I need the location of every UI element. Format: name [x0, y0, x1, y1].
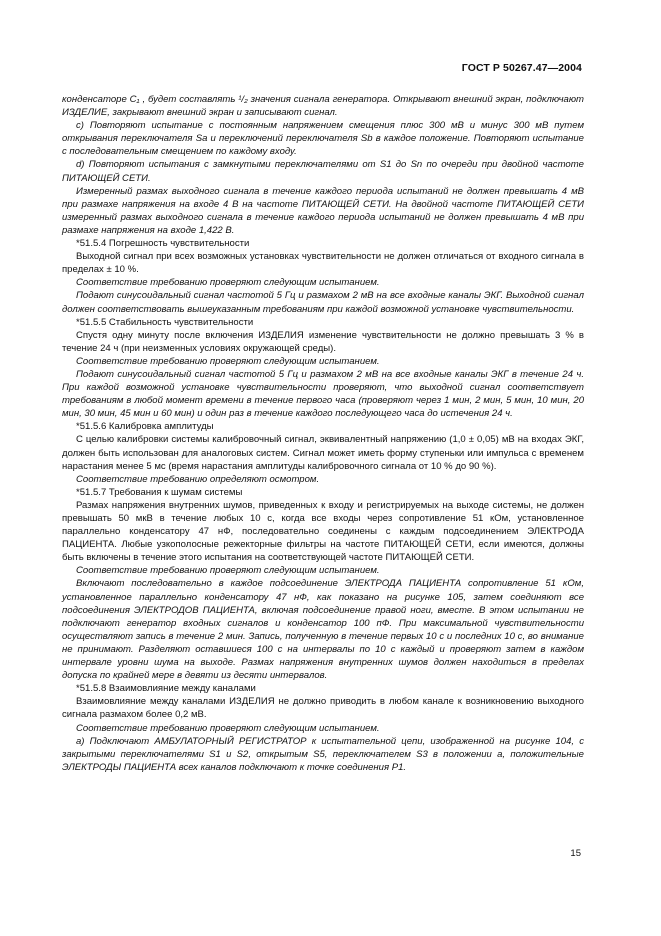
- paragraph: *51.5.8 Взаимовлияние между каналами: [76, 683, 256, 695]
- paragraph: Соответствие требованию проверяют следующим испытанием.: [76, 565, 380, 577]
- paragraph: Измеренный размах выходного сигнала в течение каждого периода испытаний не должен превышать 4 мВ при размахе напряжения на входе 4 В на частоте ПИТАЮЩЕЙ СЕТИ. На двойной частоте ПИТАЮЩЕЙ СЕТИ измеренный размах выходного сигнала в течение каждого периода испытаний не должен превышать 4 мВ при размахе напряжения на входе 1,422 В.: [62, 185, 584, 236]
- paragraph: Взаимовлияние между каналами ИЗДЕЛИЯ не должно приводить в любом канале к возникновению выходного сигнала размахом более 0,2 мВ.: [62, 696, 584, 721]
- paragraph: *51.5.7 Требования к шумам системы: [76, 486, 243, 498]
- paragraph: Соответствие требованию проверяют следующим испытанием.: [76, 277, 380, 289]
- standard-header: ГОСТ Р 50267.47—2004: [461, 62, 582, 74]
- paragraph: d) Повторяют испытания с замкнутыми переключателями от S1 до Sn по очереди при двойной частоте ПИТАЮЩЕЙ СЕТИ.: [62, 159, 584, 184]
- document-body: [62, 93, 584, 774]
- paragraph: Соответствие требованию проверяют следующим испытанием.: [76, 355, 380, 367]
- paragraph: a) Подключают АМБУЛАТОРНЫЙ РЕГИСТРАТОР к испытательной цепи, изображенной на рисунке 104, с закрытыми переключателями S1 и S2, открытым S5, переключателем S3 в положении a, положительные ЭЛЕКТРОДЫ ПАЦИЕНТА всех каналов подключают к точке соединения P1.: [62, 735, 584, 773]
- paragraph: Соответствие требованию определяют осмотром.: [76, 473, 320, 485]
- paragraph: *51.5.6 Калибровка амплитуды: [76, 421, 214, 433]
- page-number: 15: [570, 848, 581, 859]
- paragraph: Включают последовательно в каждое подсоединение ЭЛЕКТРОДА ПАЦИЕНТА сопротивление 51 кОм, установленное параллельно конденсатору 47 нФ, как показано на рисунке 105, затем соединяют все подсоединения ЭЛЕКТРОДОВ ПАЦИЕНТА, включая подсоединение правой ноги, вместе. В этом испытании не подключают генератор входных сигналов и конденсатор 100 пФ. При максимальной чувствительности осуществляют запись в течение 2 мин. Запись, полученную в течение первых 10 с и последних 10 с, во внимание не принимают. Разделяют оставшиеся 100 с на интервалы по 10 с каждый и проверяют затем в каждом интервале уровни шума на выходе. Размах напряжения внутренних шумов должен находиться в пределах допуска по крайней мере в девяти из десяти интервалов.: [62, 578, 584, 682]
- paragraph: *51.5.5 Стабильность чувствительности: [76, 316, 254, 328]
- paragraph: c) Повторяют испытание с постоянным напряжением смещения плюс 300 мВ и минус 300 мВ путем открывания переключателя Sa и переключений переключателя Sb в каждое положение. Повторяют испытание с последовательным смещением по каждому входу.: [62, 120, 584, 158]
- paragraph: Выходной сигнал при всех возможных установках чувствительности не должен отличаться от входного сигнала в пределах ± 10 %.: [62, 251, 584, 276]
- paragraph: С целью калибровки системы калибровочный сигнал, эквивалентный напряжению (1,0 ± 0,05) мВ на входах ЭКГ, должен быть использован для аналоговых систем. Сигнал может иметь форму ступеньки или импульса с временем нарастания менее 5 мс (время нарастания амплитуды калибровочного сигнала от 10 % до 90 %).: [62, 434, 584, 472]
- paragraph: Размах напряжения внутренних шумов, приведенных к входу и регистрируемых на выходе системы, не должен превышать 50 мкВ в течение любых 10 с, когда все входы через сопротивление 51 кОм, установленное параллельно конденсатору 47 нФ, последовательно соединены с каждым подсоединением ЭЛЕКТРОДА ПАЦИЕНТА. Любые узкополосные режекторные фильтры на частоте ПИТАЮЩЕЙ СЕТИ, если имеются, должны быть включены в течение этого испытания на соответствующей частоте ПИТАЮЩЕЙ СЕТИ.: [62, 499, 584, 564]
- paragraph: Спустя одну минуту после включения ИЗДЕЛИЯ изменение чувствительности не должно превышать 3 % в течение 24 ч (при неизменных условиях окружающей среды).: [62, 329, 584, 354]
- paragraph: Соответствие требованию проверяют следующим испытанием.: [76, 722, 380, 734]
- paragraph: Подают синусоидальный сигнал частотой 5 Гц и размахом 2 мВ на все входные каналы ЭКГ. Выходной сигнал должен соответствовать вышеуказанным требованиям при каждой возможной установке чувствительности.: [62, 290, 584, 315]
- paragraph: конденсаторе C₁ , будет составлять ¹/₂ значения сигнала генератора. Открывают внешний экран, подключают ИЗДЕЛИЕ, закрывают внешний экран и записывают сигнал.: [62, 94, 584, 119]
- paragraph: Подают синусоидальный сигнал частотой 5 Гц и размахом 2 мВ на все входные каналы ЭКГ в течение 24 ч. При каждой возможной установке чувствительности проверяют, что выходной сигнал соответствует требованиям в любой момент времени в течение первого часа (проверяют через 1 мин, 2 мин, 5 мин, 10 мин, 20 мин, 30 мин, 45 мин и 60 мин) и один раз в течение каждого последующего часа до истечения 24 ч.: [62, 368, 584, 420]
- paragraph: *51.5.4 Погрешность чувствительности: [76, 238, 250, 250]
